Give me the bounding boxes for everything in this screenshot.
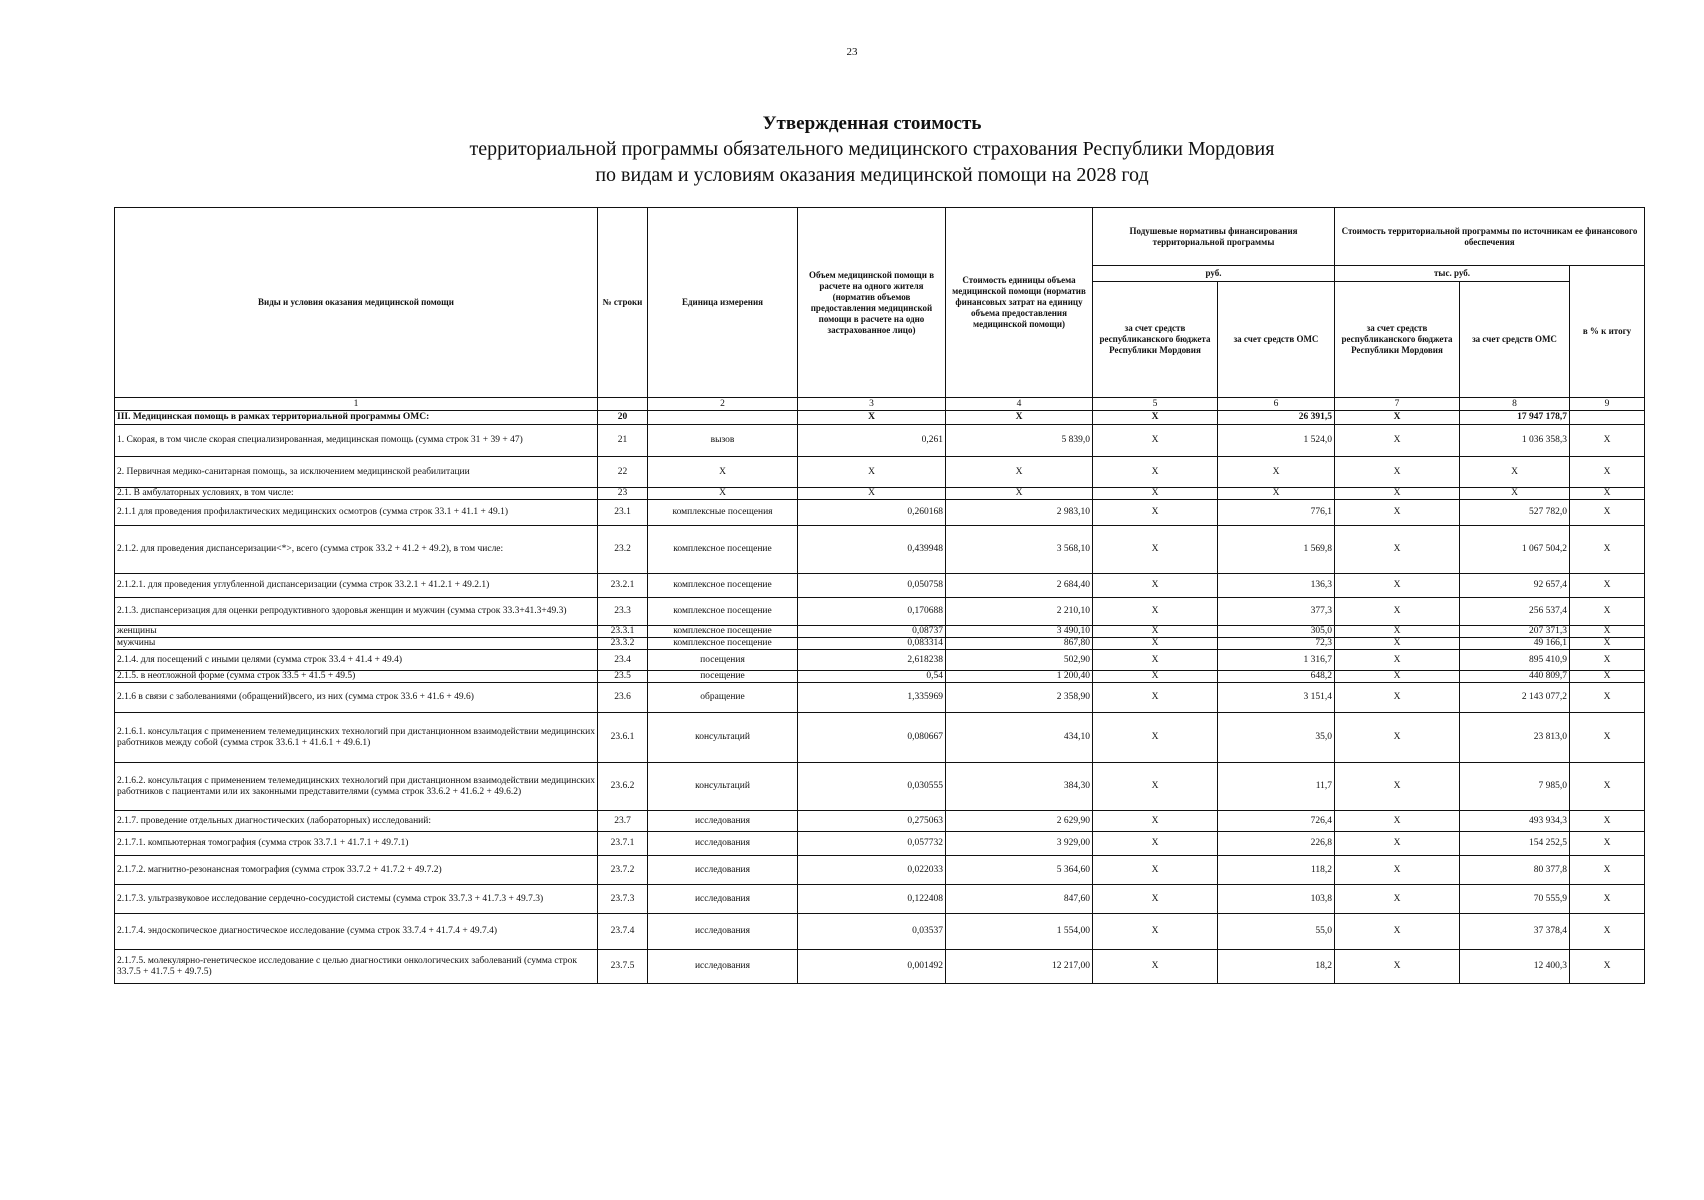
col-number: 4 bbox=[946, 398, 1093, 411]
table-row bbox=[115, 650, 1645, 671]
row-pc-oms: 377,3 bbox=[1218, 598, 1335, 626]
row-t-oms: 527 782,0 bbox=[1460, 500, 1570, 526]
row-pc-budget: X bbox=[1093, 488, 1218, 500]
row-line-number: 21 bbox=[598, 425, 648, 457]
table-row bbox=[115, 574, 1645, 598]
col-number: 9 bbox=[1570, 398, 1645, 411]
row-volume: 1,335969 bbox=[798, 683, 946, 713]
table-row bbox=[115, 488, 1645, 500]
row-unit-cost: 2 684,40 bbox=[946, 574, 1093, 598]
row-t-budget: X bbox=[1335, 488, 1460, 500]
table-row bbox=[115, 683, 1645, 713]
row-name: 2.1.7.2. магнитно-резонансная томография (сумма строк 33.7.2 + 41.7.2 + 49.7.2) bbox=[115, 856, 598, 885]
row-line-number: 23.7.2 bbox=[598, 856, 648, 885]
row-name: 2.1. В амбулаторных условиях, в том числе: bbox=[115, 488, 598, 500]
col-number: 8 bbox=[1460, 398, 1570, 411]
header-pc-budget: за счет средств республиканского бюджета Республики Мордовия bbox=[1093, 282, 1218, 398]
row-pc-oms: 305,0 bbox=[1218, 626, 1335, 638]
page-number: 23 bbox=[846, 46, 858, 58]
row-t-oms: 207 371,3 bbox=[1460, 626, 1570, 638]
row-t-oms: 12 400,3 bbox=[1460, 950, 1570, 984]
row-volume: 0,050758 bbox=[798, 574, 946, 598]
table-row bbox=[115, 411, 1645, 425]
row-percent: X bbox=[1570, 811, 1645, 832]
row-t-budget: X bbox=[1335, 683, 1460, 713]
row-unit: исследования bbox=[648, 832, 798, 856]
row-name: 2.1.4. для посещений с иными целями (сумма строк 33.4 + 41.4 + 49.4) bbox=[115, 650, 598, 671]
row-t-budget: X bbox=[1335, 671, 1460, 683]
row-volume: 0,022033 bbox=[798, 856, 946, 885]
header-volume: Объем медицинской помощи в расчете на одного жителя (норматив объемов предоставления медицинской помощи в расчете на одно застрахованное лицо) bbox=[798, 208, 946, 398]
row-percent: X bbox=[1570, 914, 1645, 950]
row-unit: обращение bbox=[648, 683, 798, 713]
row-name: 2.1.7.4. эндоскопическое диагностическое исследование (сумма строк 33.7.4 + 41.7.4 + 49.7.4) bbox=[115, 914, 598, 950]
row-unit: комплексное посещение bbox=[648, 526, 798, 574]
row-volume: X bbox=[798, 457, 946, 488]
row-unit: вызов bbox=[648, 425, 798, 457]
row-name: 2.1.7.1. компьютерная томография (сумма строк 33.7.1 + 41.7.1 + 49.7.1) bbox=[115, 832, 598, 856]
row-t-budget: X bbox=[1335, 763, 1460, 811]
column-number-row bbox=[115, 398, 1645, 411]
row-line-number: 23 bbox=[598, 488, 648, 500]
row-percent: X bbox=[1570, 671, 1645, 683]
row-volume: 0,122408 bbox=[798, 885, 946, 914]
page-subtitle-line2: по видам и условиям оказания медицинской помощи на 2028 год bbox=[595, 164, 1149, 186]
row-pc-budget: X bbox=[1093, 574, 1218, 598]
row-unit: комплексное посещение bbox=[648, 598, 798, 626]
header-percent: в % к итогу bbox=[1570, 266, 1645, 398]
row-line-number: 23.1 bbox=[598, 500, 648, 526]
row-t-oms: 70 555,9 bbox=[1460, 885, 1570, 914]
row-pc-oms: 26 391,5 bbox=[1218, 411, 1335, 425]
table-body bbox=[115, 411, 1645, 984]
row-unit: комплексное посещение bbox=[648, 626, 798, 638]
header-per-capita-group: Подушевые нормативы финансирования территориальной программы bbox=[1093, 208, 1335, 266]
row-pc-oms: 35,0 bbox=[1218, 713, 1335, 763]
row-unit: консультаций bbox=[648, 763, 798, 811]
row-t-budget: X bbox=[1335, 626, 1460, 638]
row-pc-oms: 18,2 bbox=[1218, 950, 1335, 984]
row-t-oms: 895 410,9 bbox=[1460, 650, 1570, 671]
row-name: 2.1.6 в связи с заболеваниями (обращений)всего, из них (сумма строк 33.6 + 41.6 + 49.6) bbox=[115, 683, 598, 713]
row-pc-budget: X bbox=[1093, 626, 1218, 638]
row-pc-budget: X bbox=[1093, 763, 1218, 811]
col-number: 5 bbox=[1093, 398, 1218, 411]
row-unit: посещение bbox=[648, 671, 798, 683]
row-t-budget: X bbox=[1335, 500, 1460, 526]
row-unit-cost: 2 629,90 bbox=[946, 811, 1093, 832]
row-t-oms: 37 378,4 bbox=[1460, 914, 1570, 950]
row-unit: X bbox=[648, 457, 798, 488]
row-percent: X bbox=[1570, 526, 1645, 574]
row-line-number: 23.7 bbox=[598, 811, 648, 832]
row-pc-budget: X bbox=[1093, 411, 1218, 425]
table-row bbox=[115, 856, 1645, 885]
row-unit-cost: X bbox=[946, 488, 1093, 500]
row-volume: 0,03537 bbox=[798, 914, 946, 950]
row-pc-oms: 103,8 bbox=[1218, 885, 1335, 914]
row-percent bbox=[1570, 411, 1645, 425]
row-percent: X bbox=[1570, 598, 1645, 626]
row-pc-oms: 648,2 bbox=[1218, 671, 1335, 683]
row-percent: X bbox=[1570, 950, 1645, 984]
row-name: 2.1.2. для проведения диспансеризации<*>, всего (сумма строк 33.2 + 41.2 + 49.2), в том числе: bbox=[115, 526, 598, 574]
row-unit-cost: 2 983,10 bbox=[946, 500, 1093, 526]
row-line-number: 23.2.1 bbox=[598, 574, 648, 598]
row-unit-cost: 3 490,10 bbox=[946, 626, 1093, 638]
row-name: женщины bbox=[115, 626, 598, 638]
row-volume: 0,260168 bbox=[798, 500, 946, 526]
row-percent: X bbox=[1570, 626, 1645, 638]
row-line-number: 23.6 bbox=[598, 683, 648, 713]
row-t-oms: 256 537,4 bbox=[1460, 598, 1570, 626]
row-percent: X bbox=[1570, 425, 1645, 457]
row-t-oms: 440 809,7 bbox=[1460, 671, 1570, 683]
row-volume: 0,001492 bbox=[798, 950, 946, 984]
table-row bbox=[115, 500, 1645, 526]
col-number: 2 bbox=[648, 398, 798, 411]
row-pc-budget: X bbox=[1093, 950, 1218, 984]
col-number: 1 bbox=[115, 398, 598, 411]
title-block bbox=[0, 112, 1704, 188]
table-row bbox=[115, 763, 1645, 811]
row-t-budget: X bbox=[1335, 411, 1460, 425]
row-unit-cost: 2 210,10 bbox=[946, 598, 1093, 626]
row-pc-oms: 726,4 bbox=[1218, 811, 1335, 832]
row-pc-budget: X bbox=[1093, 914, 1218, 950]
row-pc-oms: X bbox=[1218, 488, 1335, 500]
row-volume: 0,057732 bbox=[798, 832, 946, 856]
row-t-budget: X bbox=[1335, 914, 1460, 950]
row-name: 2.1.2.1. для проведения углубленной диспансеризации (сумма строк 33.2.1 + 41.2.1 + 49.2.1) bbox=[115, 574, 598, 598]
row-percent: X bbox=[1570, 763, 1645, 811]
row-volume: X bbox=[798, 411, 946, 425]
row-t-budget: X bbox=[1335, 811, 1460, 832]
row-pc-oms: 11,7 bbox=[1218, 763, 1335, 811]
table-row bbox=[115, 526, 1645, 574]
row-pc-budget: X bbox=[1093, 832, 1218, 856]
row-unit-cost: 5 364,60 bbox=[946, 856, 1093, 885]
row-volume: 0,030555 bbox=[798, 763, 946, 811]
row-line-number: 23.3 bbox=[598, 598, 648, 626]
row-t-oms: X bbox=[1460, 457, 1570, 488]
row-pc-oms: 1 569,8 bbox=[1218, 526, 1335, 574]
row-t-oms: X bbox=[1460, 488, 1570, 500]
row-t-budget: X bbox=[1335, 638, 1460, 650]
row-name: 2.1.1 для проведения профилактических медицинских осмотров (сумма строк 33.1 + 41.1 + 49.1) bbox=[115, 500, 598, 526]
row-unit-cost: 3 929,00 bbox=[946, 832, 1093, 856]
row-unit: исследования bbox=[648, 856, 798, 885]
header-line-number: № строки bbox=[598, 208, 648, 398]
row-percent: X bbox=[1570, 683, 1645, 713]
row-t-budget: X bbox=[1335, 832, 1460, 856]
row-pc-budget: X bbox=[1093, 598, 1218, 626]
row-pc-oms: 776,1 bbox=[1218, 500, 1335, 526]
row-unit bbox=[648, 411, 798, 425]
header-unit: Единица измерения bbox=[648, 208, 798, 398]
row-name: 2.1.7.3. ультразвуковое исследование сердечно-сосудистой системы (сумма строк 33.7.3 + 41.7.3 + 49.7.3) bbox=[115, 885, 598, 914]
row-pc-oms: 72,3 bbox=[1218, 638, 1335, 650]
col-number: 7 bbox=[1335, 398, 1460, 411]
row-pc-budget: X bbox=[1093, 885, 1218, 914]
row-pc-budget: X bbox=[1093, 713, 1218, 763]
row-volume: 0,275063 bbox=[798, 811, 946, 832]
row-volume: X bbox=[798, 488, 946, 500]
row-t-oms: 23 813,0 bbox=[1460, 713, 1570, 763]
row-pc-oms: 1 524,0 bbox=[1218, 425, 1335, 457]
row-t-budget: X bbox=[1335, 950, 1460, 984]
row-unit: исследования bbox=[648, 950, 798, 984]
table-row bbox=[115, 598, 1645, 626]
row-percent: X bbox=[1570, 488, 1645, 500]
row-unit-cost: 3 568,10 bbox=[946, 526, 1093, 574]
table-row bbox=[115, 671, 1645, 683]
row-pc-budget: X bbox=[1093, 500, 1218, 526]
row-unit-cost: 2 358,90 bbox=[946, 683, 1093, 713]
row-line-number: 23.7.1 bbox=[598, 832, 648, 856]
row-unit-cost: 434,10 bbox=[946, 713, 1093, 763]
table-row bbox=[115, 885, 1645, 914]
row-volume: 0,170688 bbox=[798, 598, 946, 626]
row-unit-cost: 5 839,0 bbox=[946, 425, 1093, 457]
row-volume: 0,080667 bbox=[798, 713, 946, 763]
row-name: 2. Первичная медико-санитарная помощь, за исключением медицинской реабилитации bbox=[115, 457, 598, 488]
table-row bbox=[115, 425, 1645, 457]
row-t-budget: X bbox=[1335, 425, 1460, 457]
table-row bbox=[115, 950, 1645, 984]
row-unit-cost: 384,30 bbox=[946, 763, 1093, 811]
row-line-number: 23.6.1 bbox=[598, 713, 648, 763]
row-pc-oms: 226,8 bbox=[1218, 832, 1335, 856]
table-row bbox=[115, 811, 1645, 832]
row-percent: X bbox=[1570, 500, 1645, 526]
row-pc-oms: 1 316,7 bbox=[1218, 650, 1335, 671]
row-line-number: 23.7.4 bbox=[598, 914, 648, 950]
row-percent: X bbox=[1570, 856, 1645, 885]
row-pc-budget: X bbox=[1093, 425, 1218, 457]
row-t-oms: 17 947 178,7 bbox=[1460, 411, 1570, 425]
row-unit: комплексное посещение bbox=[648, 638, 798, 650]
row-pc-budget: X bbox=[1093, 683, 1218, 713]
row-pc-budget: X bbox=[1093, 638, 1218, 650]
row-unit-cost: 12 217,00 bbox=[946, 950, 1093, 984]
row-volume: 0,54 bbox=[798, 671, 946, 683]
row-line-number: 23.4 bbox=[598, 650, 648, 671]
col-number-empty bbox=[598, 398, 648, 411]
row-unit: комплексное посещение bbox=[648, 574, 798, 598]
row-pc-oms: 118,2 bbox=[1218, 856, 1335, 885]
row-unit-cost: X bbox=[946, 457, 1093, 488]
row-t-oms: 7 985,0 bbox=[1460, 763, 1570, 811]
row-line-number: 23.2 bbox=[598, 526, 648, 574]
row-line-number: 23.7.3 bbox=[598, 885, 648, 914]
row-name: 2.1.7. проведение отдельных диагностических (лабораторных) исследований: bbox=[115, 811, 598, 832]
row-line-number: 23.6.2 bbox=[598, 763, 648, 811]
row-unit-cost: 502,90 bbox=[946, 650, 1093, 671]
row-pc-budget: X bbox=[1093, 856, 1218, 885]
row-pc-budget: X bbox=[1093, 457, 1218, 488]
row-unit: исследования bbox=[648, 885, 798, 914]
row-pc-oms: 3 151,4 bbox=[1218, 683, 1335, 713]
header-total-cost-group: Стоимость территориальной программы по источникам ее финансового обеспечения bbox=[1335, 208, 1645, 266]
row-t-oms: 80 377,8 bbox=[1460, 856, 1570, 885]
row-name: 2.1.5. в неотложной форме (сумма строк 33.5 + 41.5 + 49.5) bbox=[115, 671, 598, 683]
row-line-number: 23.7.5 bbox=[598, 950, 648, 984]
row-percent: X bbox=[1570, 457, 1645, 488]
row-pc-oms: 136,3 bbox=[1218, 574, 1335, 598]
row-t-budget: X bbox=[1335, 574, 1460, 598]
row-t-budget: X bbox=[1335, 598, 1460, 626]
header-pc-oms: за счет средств ОМС bbox=[1218, 282, 1335, 398]
row-unit-cost: 847,60 bbox=[946, 885, 1093, 914]
row-line-number: 23.3.2 bbox=[598, 638, 648, 650]
row-name: 2.1.7.5. молекулярно-генетическое исследование с целью диагностики онкологических заболеваний (сумма строк 33.7.5 + 41.7.5 + 49.7.5) bbox=[115, 950, 598, 984]
row-percent: X bbox=[1570, 713, 1645, 763]
table-row bbox=[115, 713, 1645, 763]
row-volume: 0,261 bbox=[798, 425, 946, 457]
row-name: 2.1.3. диспансеризация для оценки репродуктивного здоровья женщин и мужчин (сумма строк 33.3+41.3+49.3) bbox=[115, 598, 598, 626]
row-t-budget: X bbox=[1335, 457, 1460, 488]
row-t-oms: 154 252,5 bbox=[1460, 832, 1570, 856]
row-pc-oms: 55,0 bbox=[1218, 914, 1335, 950]
row-pc-budget: X bbox=[1093, 811, 1218, 832]
row-t-budget: X bbox=[1335, 650, 1460, 671]
header-t-budget: за счет средств республиканского бюджета Республики Мордовия bbox=[1335, 282, 1460, 398]
row-volume: 0,439948 bbox=[798, 526, 946, 574]
row-name: мужчины bbox=[115, 638, 598, 650]
row-unit: исследования bbox=[648, 811, 798, 832]
row-name: 2.1.6.2. консультация с применением телемедицинских технологий при дистанционном взаимодействии медицинских работников с пациентами или их законными представителями (сумма строк 33.6.2 + 41.6.2 + 49.6.2) bbox=[115, 763, 598, 811]
row-t-oms: 2 143 077,2 bbox=[1460, 683, 1570, 713]
row-volume: 2,618238 bbox=[798, 650, 946, 671]
row-line-number: 20 bbox=[598, 411, 648, 425]
row-name: III. Медицинская помощь в рамках территориальной программы ОМС: bbox=[115, 411, 598, 425]
row-percent: X bbox=[1570, 832, 1645, 856]
header-unit-rub: руб. bbox=[1093, 266, 1335, 282]
row-unit: X bbox=[648, 488, 798, 500]
row-unit: консультаций bbox=[648, 713, 798, 763]
row-t-budget: X bbox=[1335, 885, 1460, 914]
row-pc-budget: X bbox=[1093, 650, 1218, 671]
page-title: Утвержденная стоимость bbox=[762, 113, 982, 134]
row-percent: X bbox=[1570, 650, 1645, 671]
row-t-oms: 493 934,3 bbox=[1460, 811, 1570, 832]
row-unit: исследования bbox=[648, 914, 798, 950]
row-line-number: 23.5 bbox=[598, 671, 648, 683]
row-unit-cost: 867,80 bbox=[946, 638, 1093, 650]
table-header bbox=[115, 208, 1645, 411]
row-percent: X bbox=[1570, 638, 1645, 650]
row-unit: посещения bbox=[648, 650, 798, 671]
row-unit: комплексные посещения bbox=[648, 500, 798, 526]
row-volume: 0,08737 bbox=[798, 626, 946, 638]
header-unit-cost: Стоимость единицы объема медицинской помощи (норматив финансовых затрат на единицу объема предоставления медицинской помощи) bbox=[946, 208, 1093, 398]
row-percent: X bbox=[1570, 885, 1645, 914]
row-name: 1. Скорая, в том числе скорая специализированная, медицинская помощь (сумма строк 31 + 39 + 47) bbox=[115, 425, 598, 457]
header-unit-thousand-rub: тыс. руб. bbox=[1335, 266, 1570, 282]
row-volume: 0,083314 bbox=[798, 638, 946, 650]
row-unit-cost: 1 554,00 bbox=[946, 914, 1093, 950]
page-subtitle-line1: территориальной программы обязательного медицинского страхования Республики Мордовия bbox=[469, 138, 1275, 160]
col-number: 6 bbox=[1218, 398, 1335, 411]
row-name: 2.1.6.1. консультация с применением телемедицинских технологий при дистанционном взаимодействии медицинских работников между собой (сумма строк 33.6.1 + 41.6.1 + 49.6.1) bbox=[115, 713, 598, 763]
row-pc-budget: X bbox=[1093, 671, 1218, 683]
table-row bbox=[115, 914, 1645, 950]
row-unit-cost: 1 200,40 bbox=[946, 671, 1093, 683]
col-number: 3 bbox=[798, 398, 946, 411]
row-t-oms: 49 166,1 bbox=[1460, 638, 1570, 650]
table-row bbox=[115, 626, 1645, 638]
row-t-budget: X bbox=[1335, 526, 1460, 574]
row-line-number: 22 bbox=[598, 457, 648, 488]
row-t-oms: 1 036 358,3 bbox=[1460, 425, 1570, 457]
row-percent: X bbox=[1570, 574, 1645, 598]
row-t-oms: 1 067 504,2 bbox=[1460, 526, 1570, 574]
table-row bbox=[115, 832, 1645, 856]
row-t-budget: X bbox=[1335, 856, 1460, 885]
table-row bbox=[115, 457, 1645, 488]
row-t-oms: 92 657,4 bbox=[1460, 574, 1570, 598]
row-unit-cost: X bbox=[946, 411, 1093, 425]
row-pc-oms: X bbox=[1218, 457, 1335, 488]
cost-table bbox=[114, 207, 1645, 984]
header-t-oms: за счет средств ОМС bbox=[1460, 282, 1570, 398]
row-t-budget: X bbox=[1335, 713, 1460, 763]
table-row bbox=[115, 638, 1645, 650]
header-type: Виды и условия оказания медицинской помощи bbox=[115, 208, 598, 398]
row-pc-budget: X bbox=[1093, 526, 1218, 574]
row-line-number: 23.3.1 bbox=[598, 626, 648, 638]
